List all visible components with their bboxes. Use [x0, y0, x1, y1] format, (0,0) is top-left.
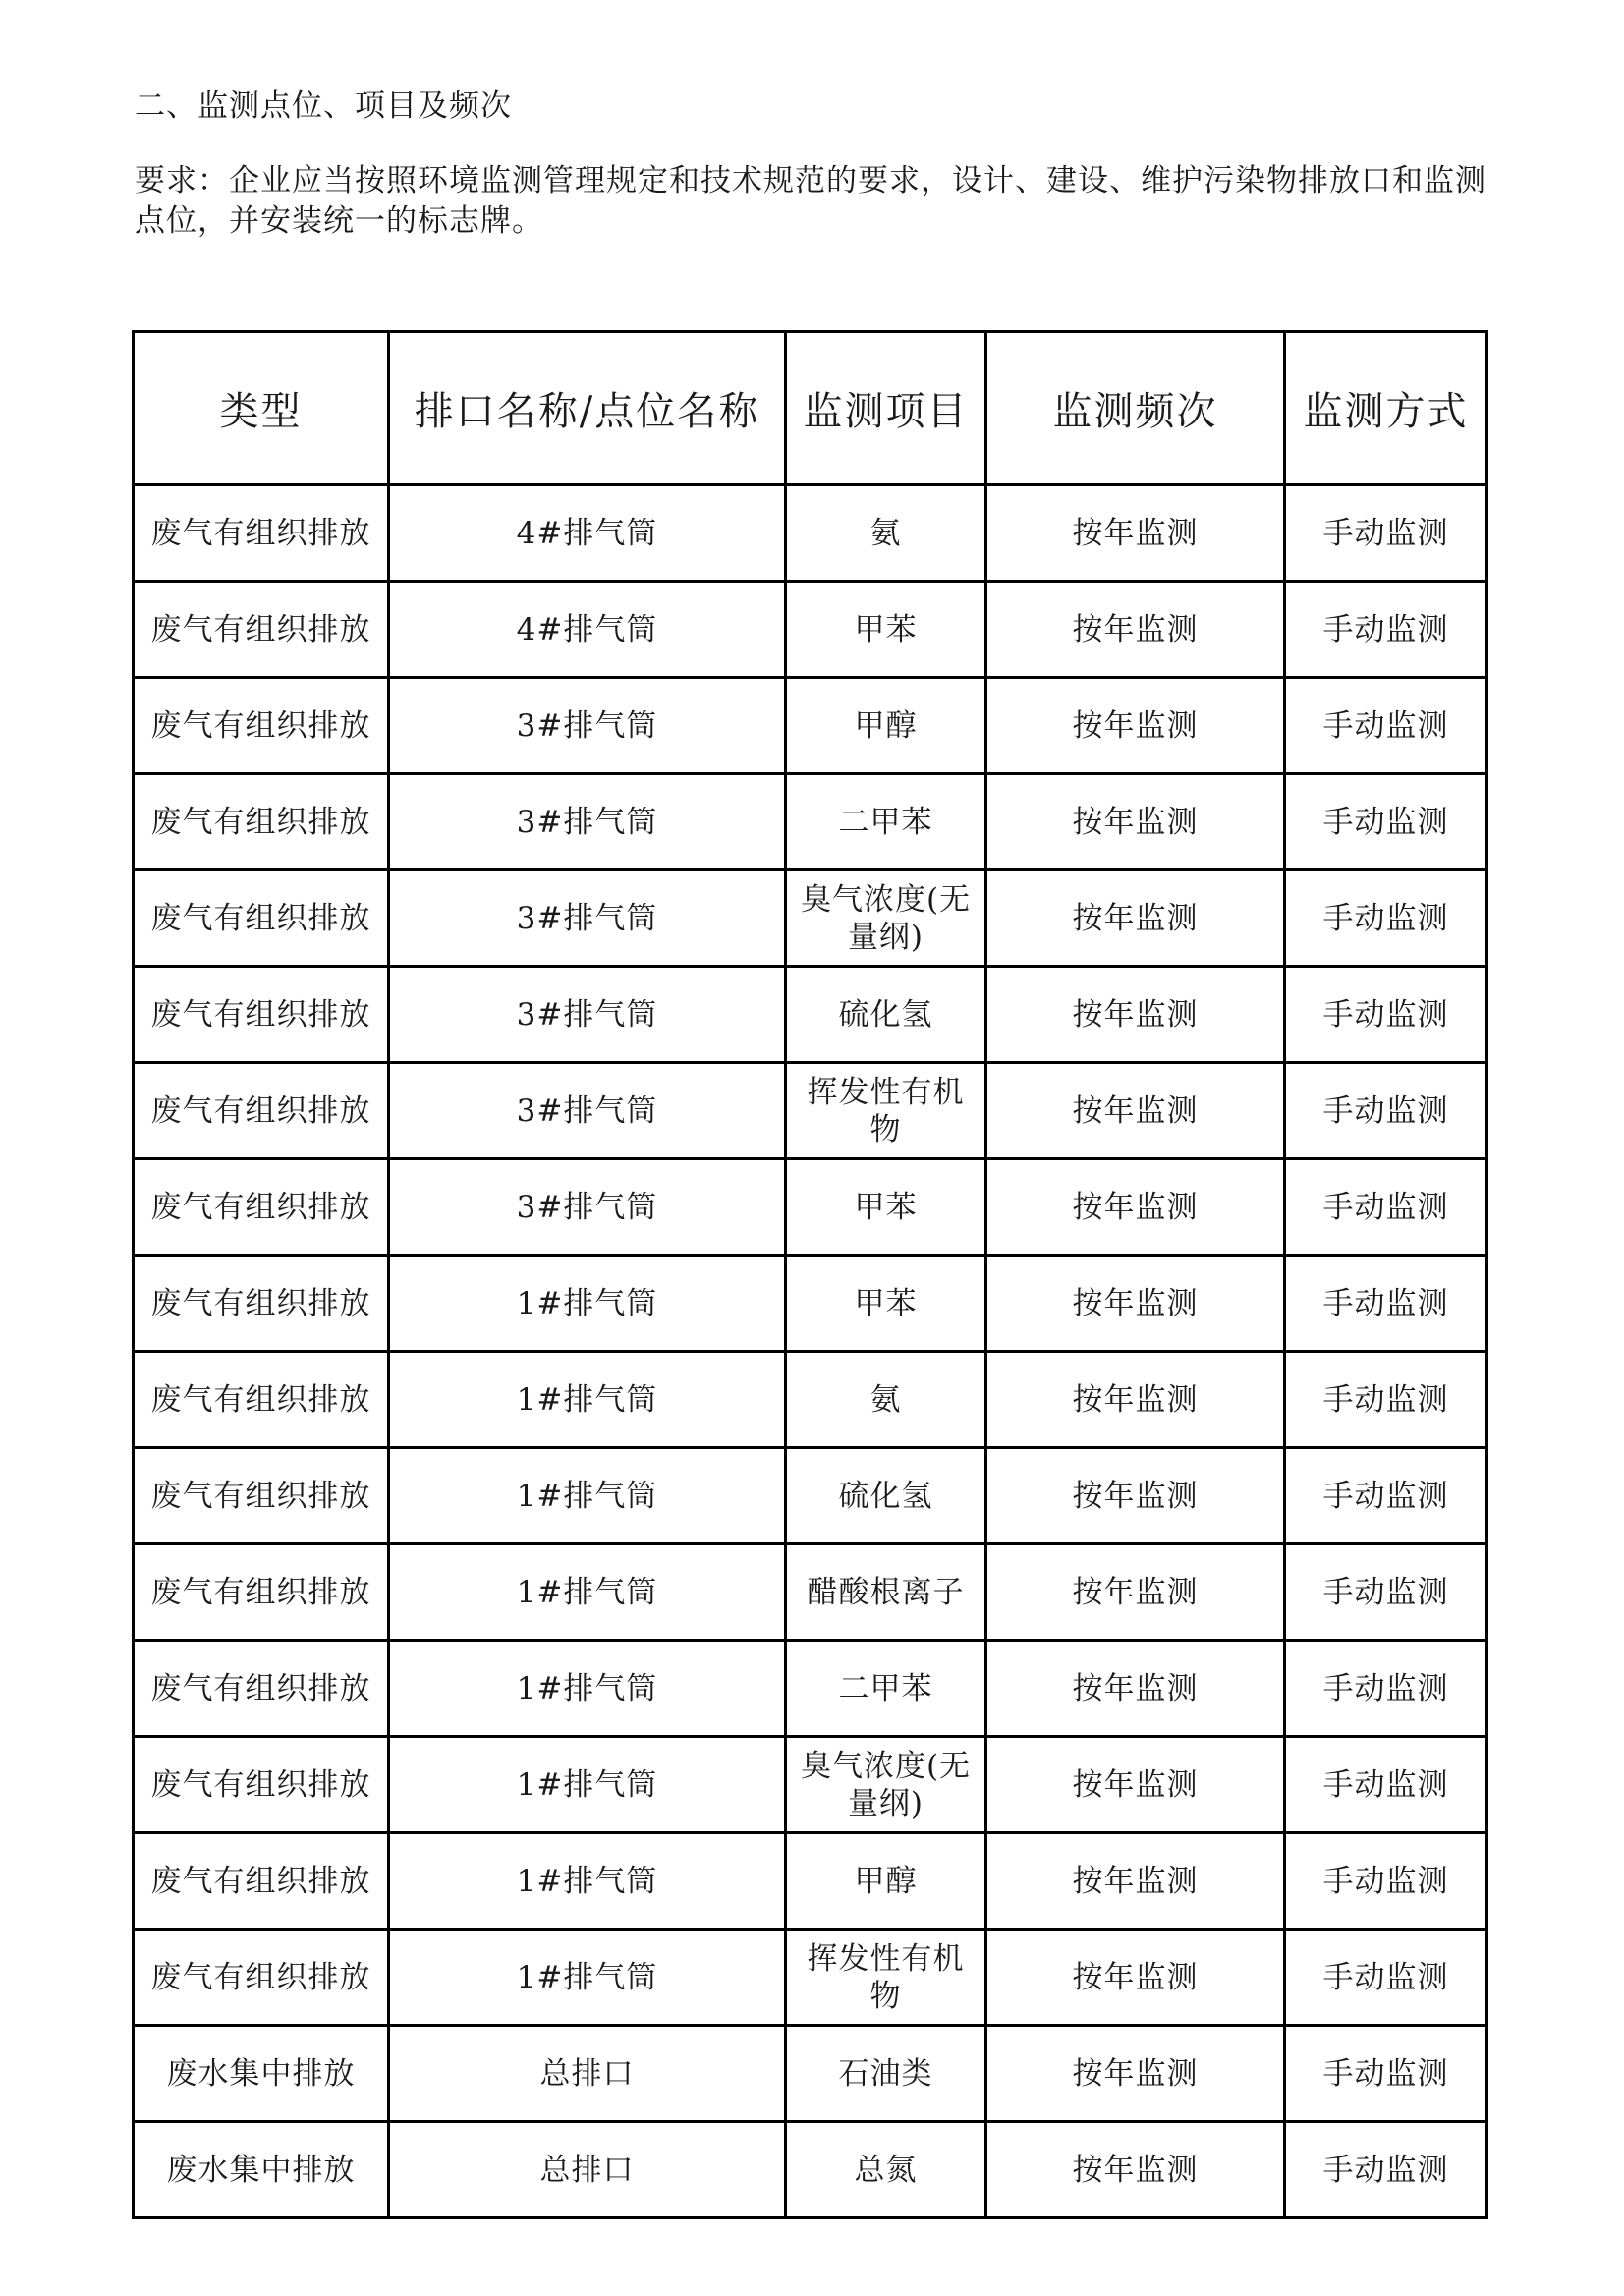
cell-outlet-name: 1#排气筒 — [389, 1833, 786, 1930]
header-monitoring-item: 监测项目 — [786, 332, 986, 485]
cell-monitoring-method: 手动监测 — [1285, 774, 1487, 870]
table-header — [134, 332, 1487, 485]
cell-monitoring-item — [786, 1256, 986, 1352]
cell-type: 废水集中排放 — [134, 2122, 389, 2218]
cell-monitoring-method: 手动监测 — [1285, 485, 1487, 582]
monitoring-item-text: 二甲苯 — [838, 804, 933, 840]
cell-type: 废气有组织排放 — [134, 1833, 389, 1930]
monitoring-item-text: 硫化氢 — [838, 1478, 933, 1514]
cell-type: 废气有组织排放 — [134, 1544, 389, 1641]
cell-monitoring-method: 手动监测 — [1285, 1448, 1487, 1544]
cell-outlet-name: 3#排气筒 — [389, 678, 786, 774]
cell-monitoring-frequency: 按年监测 — [986, 774, 1285, 870]
cell-type: 废气有组织排放 — [134, 485, 389, 582]
cell-type: 废气有组织排放 — [134, 678, 389, 774]
table-row — [134, 1448, 1487, 1544]
cell-monitoring-item — [786, 1063, 986, 1159]
cell-monitoring-frequency: 按年监测 — [986, 1930, 1285, 2026]
cell-outlet-name: 3#排气筒 — [389, 774, 786, 870]
cell-monitoring-item — [786, 774, 986, 870]
table-row — [134, 1641, 1487, 1737]
table-row — [134, 1833, 1487, 1930]
cell-outlet-name: 总排口 — [389, 2026, 786, 2122]
cell-type: 废气有组织排放 — [134, 1063, 389, 1159]
cell-monitoring-item — [786, 678, 986, 774]
cell-outlet-name: 1#排气筒 — [389, 1737, 786, 1833]
cell-monitoring-frequency: 按年监测 — [986, 1352, 1285, 1448]
cell-monitoring-method: 手动监测 — [1285, 2026, 1487, 2122]
cell-monitoring-method: 手动监测 — [1285, 1159, 1487, 1256]
cell-type: 废气有组织排放 — [134, 1448, 389, 1544]
table-row — [134, 582, 1487, 678]
cell-type: 废气有组织排放 — [134, 1352, 389, 1448]
monitoring-table — [132, 330, 1488, 2219]
cell-type: 废气有组织排放 — [134, 1930, 389, 2026]
monitoring-item-text: 氨 — [869, 1381, 902, 1418]
cell-monitoring-method: 手动监测 — [1285, 967, 1487, 1063]
cell-type: 废气有组织排放 — [134, 1159, 389, 1256]
cell-outlet-name: 3#排气筒 — [389, 1063, 786, 1159]
table-row — [134, 485, 1487, 582]
monitoring-item-text: 臭气浓度(无量纲) — [800, 881, 972, 955]
requirement-paragraph: 要求：企业应当按照环境监测管理规定和技术规范的要求，设计、建设、维护污染物排放口和监测点位，并安装统一的标志牌。 — [135, 163, 1486, 239]
cell-monitoring-frequency: 按年监测 — [986, 1737, 1285, 1833]
monitoring-item-text: 甲苯 — [854, 611, 918, 647]
cell-monitoring-frequency: 按年监测 — [986, 1159, 1285, 1256]
cell-monitoring-method: 手动监测 — [1285, 582, 1487, 678]
monitoring-item-text: 臭气浓度(无量纲) — [800, 1748, 972, 1821]
cell-monitoring-frequency: 按年监测 — [986, 1448, 1285, 1544]
monitoring-table-container — [132, 330, 1485, 2219]
cell-monitoring-frequency: 按年监测 — [986, 2122, 1285, 2218]
table-row — [134, 1930, 1487, 2026]
table-row — [134, 1063, 1487, 1159]
cell-outlet-name: 1#排气筒 — [389, 1352, 786, 1448]
monitoring-item-text: 甲苯 — [854, 1285, 918, 1321]
cell-outlet-name: 3#排气筒 — [389, 870, 786, 967]
monitoring-item-text: 甲苯 — [854, 1189, 918, 1225]
monitoring-item-text: 氨 — [869, 515, 902, 551]
cell-type: 废气有组织排放 — [134, 582, 389, 678]
cell-monitoring-frequency: 按年监测 — [986, 485, 1285, 582]
table-row — [134, 1352, 1487, 1448]
cell-type: 废气有组织排放 — [134, 967, 389, 1063]
table-row — [134, 967, 1487, 1063]
table-row — [134, 2026, 1487, 2122]
cell-monitoring-item — [786, 1544, 986, 1641]
table-row — [134, 1737, 1487, 1833]
table-body — [134, 485, 1487, 2218]
section-title: 二、监测点位、项目及频次 — [135, 88, 512, 124]
monitoring-item-text: 甲醇 — [854, 707, 918, 744]
cell-outlet-name: 4#排气筒 — [389, 582, 786, 678]
monitoring-item-text: 总氮 — [854, 2152, 918, 2188]
cell-type: 废气有组织排放 — [134, 1737, 389, 1833]
cell-outlet-name: 1#排气筒 — [389, 1641, 786, 1737]
cell-monitoring-frequency: 按年监测 — [986, 678, 1285, 774]
cell-outlet-name: 1#排气筒 — [389, 1448, 786, 1544]
cell-outlet-name: 总排口 — [389, 2122, 786, 2218]
cell-monitoring-frequency: 按年监测 — [986, 582, 1285, 678]
cell-monitoring-method: 手动监测 — [1285, 1641, 1487, 1737]
cell-monitoring-frequency: 按年监测 — [986, 1256, 1285, 1352]
cell-monitoring-frequency: 按年监测 — [986, 1833, 1285, 1930]
monitoring-item-text: 甲醇 — [854, 1863, 918, 1899]
cell-monitoring-method: 手动监测 — [1285, 1256, 1487, 1352]
cell-monitoring-item — [786, 1737, 986, 1833]
monitoring-item-text: 醋酸根离子 — [807, 1574, 965, 1610]
monitoring-item-text: 硫化氢 — [838, 996, 933, 1033]
cell-monitoring-method: 手动监测 — [1285, 870, 1487, 967]
cell-monitoring-item — [786, 582, 986, 678]
header-type: 类型 — [134, 332, 389, 485]
cell-outlet-name: 4#排气筒 — [389, 485, 786, 582]
monitoring-item-text: 挥发性有机物 — [807, 1074, 965, 1148]
cell-monitoring-item — [786, 1930, 986, 2026]
cell-monitoring-item — [786, 1641, 986, 1737]
cell-type: 废气有组织排放 — [134, 1256, 389, 1352]
table-row — [134, 1256, 1487, 1352]
cell-monitoring-method: 手动监测 — [1285, 1737, 1487, 1833]
monitoring-item-text: 二甲苯 — [838, 1670, 933, 1707]
table-row — [134, 1544, 1487, 1641]
cell-monitoring-item — [786, 967, 986, 1063]
cell-type: 废水集中排放 — [134, 2026, 389, 2122]
header-row — [134, 332, 1487, 485]
cell-monitoring-frequency: 按年监测 — [986, 1544, 1285, 1641]
cell-monitoring-method: 手动监测 — [1285, 2122, 1487, 2218]
header-monitoring-method: 监测方式 — [1285, 332, 1487, 485]
cell-monitoring-frequency: 按年监测 — [986, 967, 1285, 1063]
cell-outlet-name: 1#排气筒 — [389, 1544, 786, 1641]
cell-type: 废气有组织排放 — [134, 870, 389, 967]
table-row — [134, 774, 1487, 870]
cell-monitoring-frequency: 按年监测 — [986, 870, 1285, 967]
cell-monitoring-item — [786, 870, 986, 967]
cell-monitoring-method: 手动监测 — [1285, 1063, 1487, 1159]
table-row — [134, 678, 1487, 774]
cell-monitoring-item — [786, 2122, 986, 2218]
cell-type: 废气有组织排放 — [134, 1641, 389, 1737]
cell-outlet-name: 1#排气筒 — [389, 1256, 786, 1352]
cell-monitoring-frequency: 按年监测 — [986, 1063, 1285, 1159]
cell-monitoring-method: 手动监测 — [1285, 1930, 1487, 2026]
cell-monitoring-frequency: 按年监测 — [986, 1641, 1285, 1737]
cell-monitoring-item — [786, 2026, 986, 2122]
cell-monitoring-method: 手动监测 — [1285, 678, 1487, 774]
cell-monitoring-item — [786, 485, 986, 582]
monitoring-item-text: 挥发性有机物 — [807, 1940, 965, 2014]
table-row — [134, 870, 1487, 967]
header-outlet-name: 排口名称/点位名称 — [389, 332, 786, 485]
cell-monitoring-method: 手动监测 — [1285, 1352, 1487, 1448]
table-row — [134, 2122, 1487, 2218]
cell-monitoring-item — [786, 1159, 986, 1256]
cell-monitoring-frequency: 按年监测 — [986, 2026, 1285, 2122]
cell-type: 废气有组织排放 — [134, 774, 389, 870]
cell-monitoring-item — [786, 1448, 986, 1544]
cell-outlet-name: 1#排气筒 — [389, 1930, 786, 2026]
cell-monitoring-item — [786, 1833, 986, 1930]
table-row — [134, 1159, 1487, 1256]
cell-monitoring-item — [786, 1352, 986, 1448]
cell-monitoring-method: 手动监测 — [1285, 1833, 1487, 1930]
cell-monitoring-method: 手动监测 — [1285, 1544, 1487, 1641]
monitoring-item-text: 石油类 — [838, 2055, 933, 2092]
cell-outlet-name: 3#排气筒 — [389, 967, 786, 1063]
header-monitoring-frequency: 监测频次 — [986, 332, 1285, 485]
cell-outlet-name: 3#排气筒 — [389, 1159, 786, 1256]
